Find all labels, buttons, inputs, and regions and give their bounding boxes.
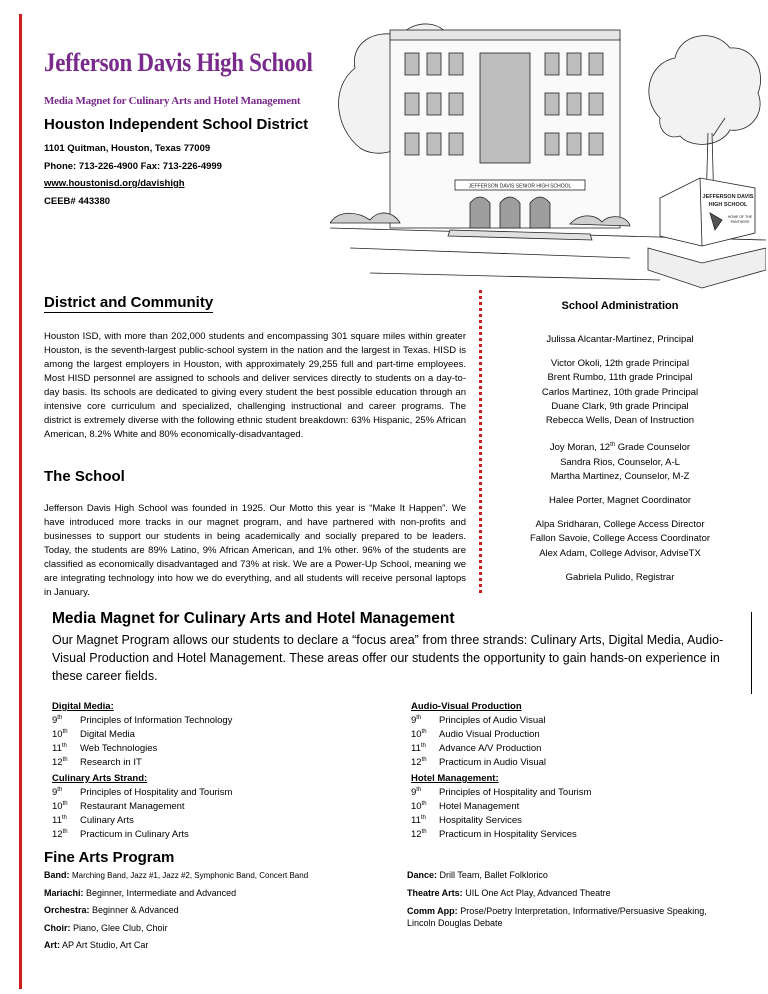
fine-arts-comm-app: Comm App: Prose/Poetry Interpretation, Informative/Persuasive Speaking, Lincoln Douglas Debate (407, 906, 707, 928)
contact-block (44, 140, 222, 210)
fine-arts-left-column (44, 867, 394, 955)
administration-heading: School Administration (561, 300, 679, 312)
school-heading: The School (44, 468, 125, 485)
course-item: 11th Web Technologies (52, 742, 158, 754)
strand-title: Hotel Management: (411, 773, 499, 784)
admin-counselor: Sandra Rios, Counselor, A-L (560, 456, 680, 468)
strand-culinary-arts (52, 772, 232, 842)
phone-fax: Phone: 713-226-4900 Fax: 713-226-4999 (44, 160, 222, 172)
fine-arts-orchestra: Orchestra: Beginner & Advanced (44, 905, 179, 915)
district-heading: District and Community (44, 294, 214, 311)
strand-hotel-management (411, 772, 591, 842)
course-item: 10th Audio Visual Production (411, 728, 540, 740)
course-item: 9th Principles of Audio Visual (411, 714, 546, 726)
course-item: 9th Principles of Information Technology (52, 714, 233, 726)
monument-line-4: PANTHERS (730, 220, 750, 224)
admin-registrar: Gabriela Pulido, Registrar (565, 571, 675, 583)
fine-arts-theatre: Theatre Arts: UIL One Act Play, Advanced Theatre (407, 887, 611, 898)
district-name: Houston Independent School District (44, 116, 309, 133)
district-body: Houston ISD, with more than 202,000 students and encompassing 301 square miles within greater Houston, is the seventh-largest public-school system in the nation and the largest in Texas. HISD is among the largest employers in Houston, with approximately 29,255 full and part-time employees. Most HISD personnel are assigned to schools and deliver services directly to students on a day-to-day basis. Its schools are dedicated to giving every student the best possible education through an intensive core curriculum and specialized, challenging instructional and career programs. The district is extremely diverse with the following ethnic student breakdown: 63% Hispanic, 25% African American, 8.2% White and 80% economically-disadvantaged. (44, 331, 466, 440)
course-item: 9th Principles of Hospitality and Tourism (411, 786, 592, 798)
column-divider (479, 290, 482, 593)
school-body: Jefferson Davis High School was founded in 1925. Our Motto this year is “Make It Happen”. We have introduced more tracks in our magnet program, and have partnered with non-profits and businesses to support our students in being academically and socially prepared to be leaders. Today, the students are 89% Latino, 9% African American, and 1% other. 96% of the students are classified as economically disadvantaged and 73% at risk. We are a Power-Up School, meaning we are integrating technology into how we do everything, and all students will receive personal laptops in January. (44, 503, 466, 598)
building-sign-text: JEFFERSON DAVIS SENIOR HIGH SCHOOL (468, 183, 572, 190)
admin-grade-principal: Brent Rumbo, 11th grade Principal (547, 372, 693, 384)
course-item: 10th Digital Media (52, 728, 135, 740)
fine-arts-art: Art: AP Art Studio, Art Car (44, 940, 149, 950)
course-item: 11th Hospitality Services (411, 814, 522, 826)
fine-arts-choir: Choir: Piano, Glee Club, Choir (44, 922, 168, 933)
monument-line-3: HOME OF THE (727, 215, 753, 219)
course-item: 12th Practicum in Culinary Arts (52, 828, 189, 840)
course-item: 9th Principles of Hospitality and Tourism (52, 786, 233, 798)
magnet-right-rule (751, 612, 752, 694)
admin-grade-principal: Victor Okoli, 12th grade Principal (550, 358, 690, 370)
strand-digital-media (52, 700, 232, 770)
strand-title: Digital Media: (52, 701, 114, 712)
admin-magnet-coordinator: Halee Porter, Magnet Coordinator (548, 494, 692, 506)
magnet-program-heading: Media Magnet for Culinary Arts and Hotel Management (52, 610, 455, 627)
website-link[interactable]: www.houstonisd.org/davishigh (44, 178, 185, 189)
monument-line-2: HIGH SCHOOL (708, 202, 748, 208)
strand-audio-visual (411, 700, 546, 770)
ceeb-code: CEEB# 443380 (44, 195, 111, 207)
admin-grade-principal: Carlos Martinez, 10th grade Principal (541, 386, 699, 398)
strand-title: Culinary Arts Strand: (52, 773, 148, 784)
left-red-rule (19, 14, 22, 989)
admin-college-access: Alex Adam, College Advisor, AdviseTX (539, 547, 701, 559)
strand-title: Audio-Visual Production (411, 701, 522, 712)
course-item: 12th Practicum in Audio Visual (411, 756, 547, 768)
course-item: 11th Advance A/V Production (411, 742, 542, 754)
fine-arts-heading: Fine Arts Program (44, 849, 175, 866)
admin-counselor: Martha Martinez, Counselor, M-Z (550, 470, 690, 482)
course-item: 10th Restaurant Management (52, 800, 185, 812)
fine-arts-band: Band: Marching Band, Jazz #1, Jazz #2, Symphonic Band, Concert Band (44, 870, 309, 880)
monument-line-1: JEFFERSON DAVIS (702, 194, 754, 200)
course-item: 10th Hotel Management (411, 800, 520, 812)
fine-arts-mariachi: Mariachi: Beginner, Intermediate and Advanced (44, 887, 237, 898)
admin-grade-principal: Duane Clark, 9th grade Principal (551, 400, 689, 412)
school-building-illustration (330, 8, 766, 293)
fine-arts-dance: Dance: Drill Team, Ballet Folklorico (407, 870, 548, 880)
address: 1101 Quitman, Houston, Texas 77009 (44, 143, 211, 154)
magnet-subtitle: Media Magnet for Culinary Arts and Hotel Management (44, 95, 301, 107)
school-name: Jefferson Davis High School (44, 48, 313, 77)
administration-list (490, 333, 750, 585)
course-item: 12th Practicum in Hospitality Services (411, 828, 577, 840)
course-item: 12th Research in IT (52, 756, 142, 768)
admin-college-access: Fallon Savoie, College Access Coordinator (529, 533, 711, 545)
admin-dean: Rebecca Wells, Dean of Instruction (545, 415, 695, 427)
admin-principal: Julissa Alcantar-Martinez, Principal (546, 334, 694, 345)
fine-arts-right-column (407, 867, 737, 929)
admin-college-access: Alpa Sridharan, College Access Director (535, 519, 705, 531)
magnet-program-body: Our Magnet Program allows our students to declare a “focus area” from three strands: Culinary Arts, Digital Media, Audio-Visual Production and Hotel Management. These areas offer our students the opportunity to gain hands-on experience in these career fields. (52, 633, 724, 683)
course-item: 11th Culinary Arts (52, 814, 134, 826)
admin-counselor-senior: Joy Moran, 12th Grade Counselor (549, 442, 691, 454)
